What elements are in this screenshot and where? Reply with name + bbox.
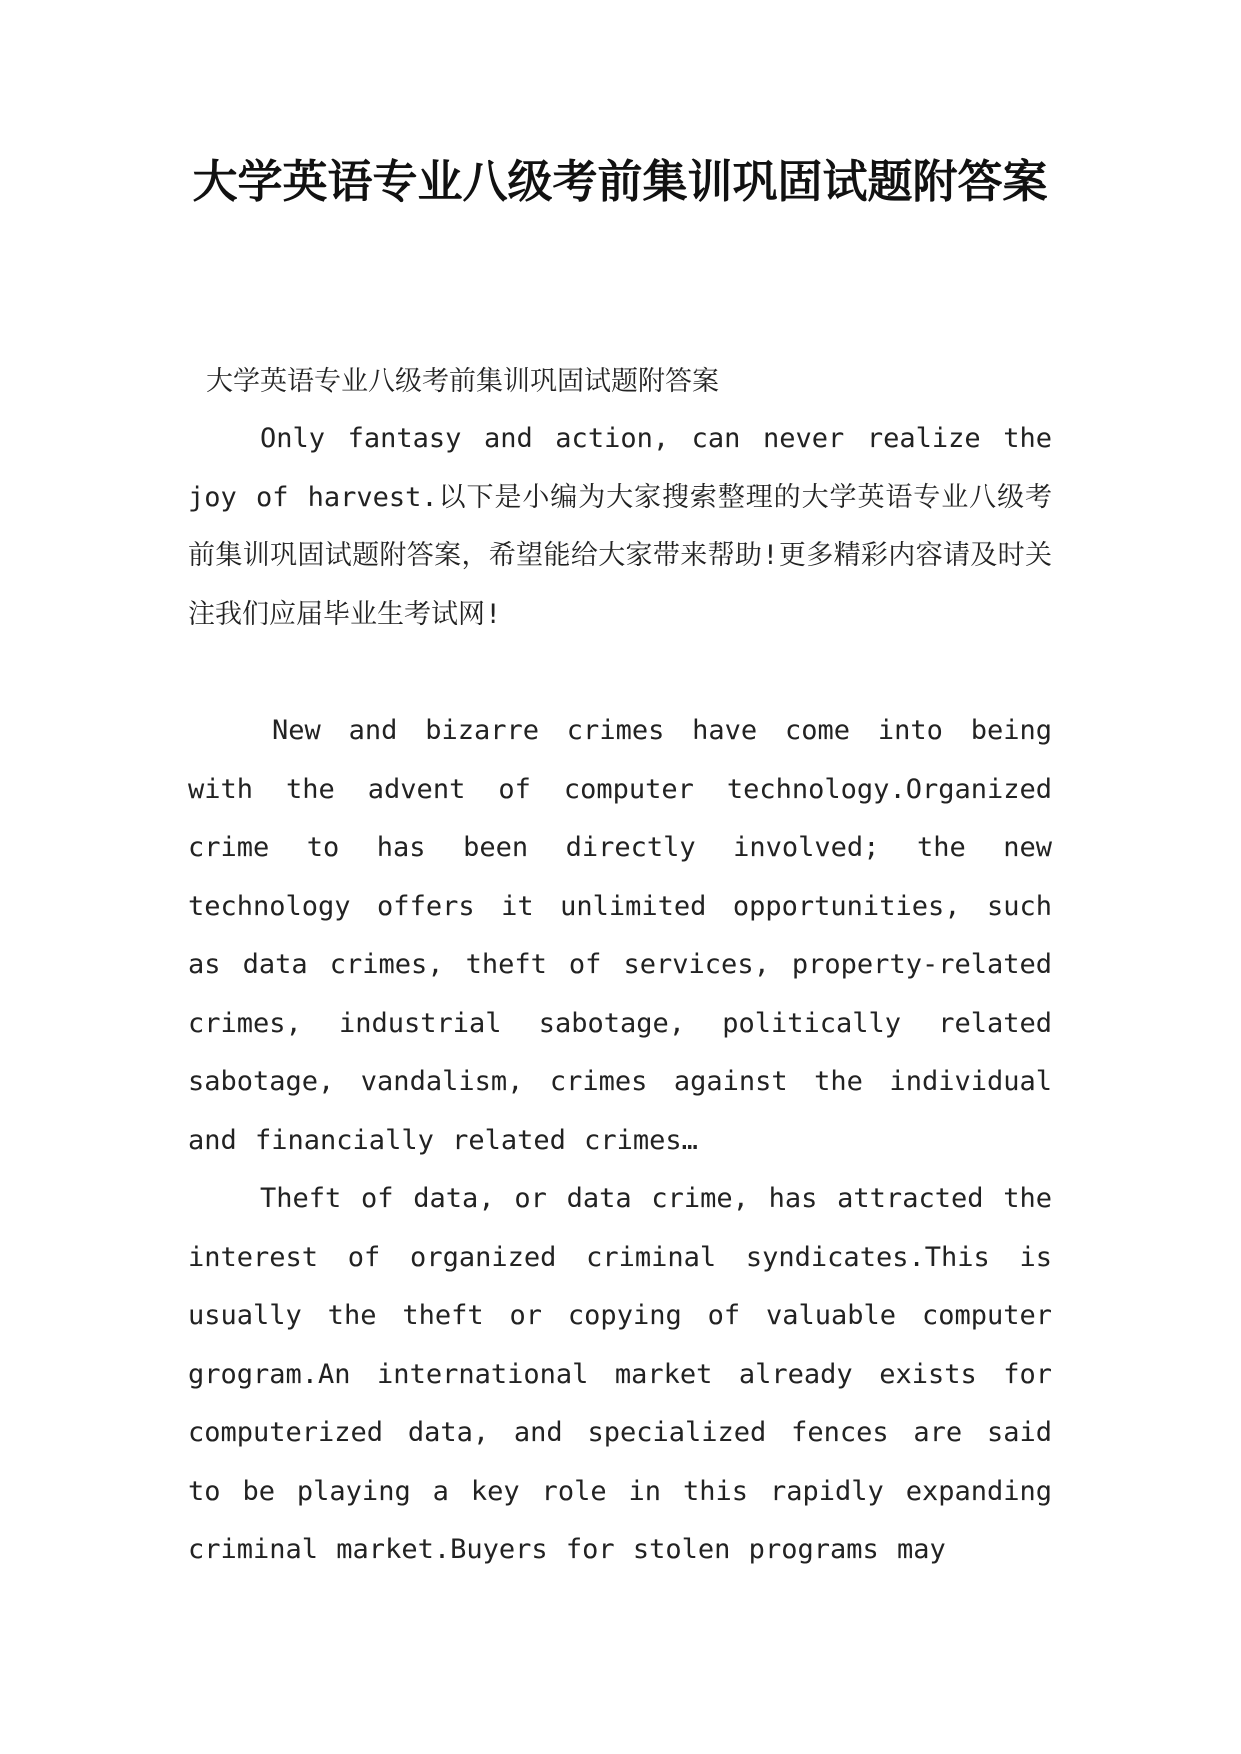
document-subtitle: 大学英语专业八级考前集训巩固试题附答案 [206, 366, 719, 397]
passage-paragraph-2: Theft of data, or data crime, has attracted the interest of organized criminal syndicates.This is usually the theft or copying of valuable computer grogram.An international market already exists for computerized data, and specialized fences are said to be playing a key role in this rapidly expanding criminal market.Buyers for stolen programs may [188, 1183, 1052, 1565]
document-title: 大学英语专业八级考前集训巩固试题附答案 [192, 155, 1048, 208]
intro-paragraph: Only fantasy and action, can never realize the joy of harvest.以下是小编为大家搜索整理的大学英语专业八级考前集训巩固试题附答案，希望能给大家带来帮助!更多精彩内容请及时关注我们应届毕业生考试网! [188, 423, 1052, 630]
passage-paragraph-1: New and bizarre crimes have come into being with the advent of computer technology.Organized crime to has been directly involved; the new technology offers it unlimited opportunities, such as data crimes, theft of services, property-related crimes, industrial sabotage, politically related sabotage, vandalism, crimes against the individual and financially related crimes… [188, 715, 1052, 1156]
